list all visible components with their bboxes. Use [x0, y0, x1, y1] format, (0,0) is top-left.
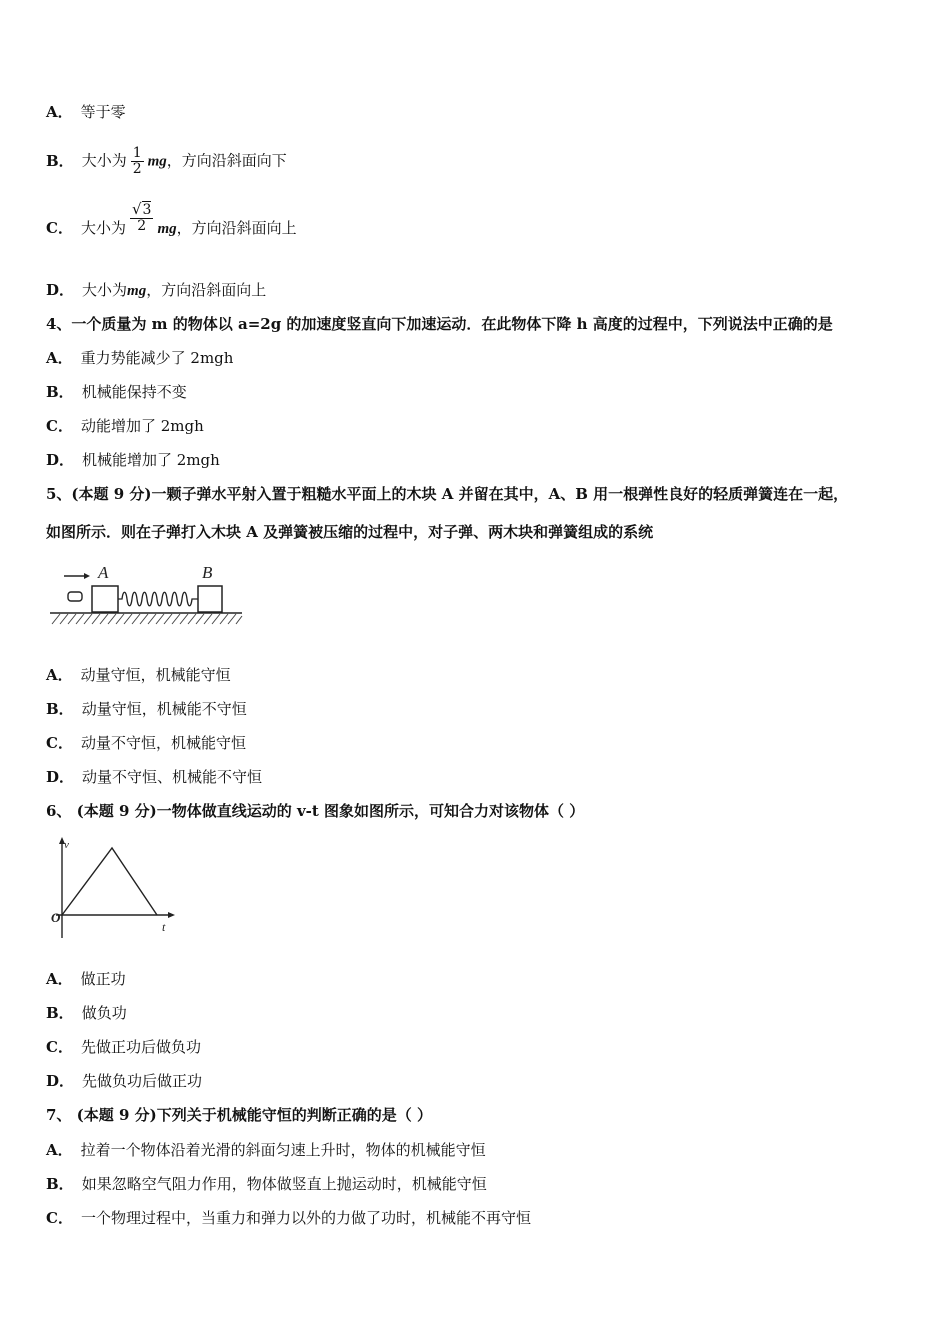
q3-option-b	[46, 146, 287, 177]
radicand: 3	[142, 202, 152, 218]
option-label: C．	[46, 1209, 73, 1227]
block-b-label: B	[202, 563, 213, 582]
option-text-pre: 大小为	[80, 219, 126, 237]
option-text: 动量守恒，机械能不守恒	[81, 700, 247, 718]
q5-option-a	[46, 665, 231, 685]
bullet-icon	[68, 592, 82, 601]
option-label: C．	[46, 417, 73, 435]
option-label: D．	[46, 451, 75, 469]
block-b	[198, 586, 222, 612]
option-label: D．	[46, 1072, 75, 1090]
option-label: A．	[46, 103, 73, 121]
option-text: 动量不守恒、机械能不守恒	[82, 768, 263, 786]
block-a	[92, 586, 118, 612]
spring-icon	[118, 592, 198, 606]
q7-stem: 7、 (本题 9 分)下列关于机械能守恒的判断正确的是（ ）	[46, 1106, 432, 1124]
fraction	[130, 202, 153, 234]
option-text-post: ，方向沿斜面向上	[146, 281, 267, 299]
q5-option-d	[46, 767, 262, 787]
fraction	[131, 146, 144, 177]
option-text: 做负功	[81, 1004, 127, 1022]
option-text: 拉着一个物体沿着光滑的斜面匀速上升时，物体的机械能守恒	[80, 1141, 486, 1159]
q7-option-a	[46, 1140, 486, 1160]
q3-option-a	[46, 102, 126, 122]
vt-line	[62, 848, 157, 915]
option-text-post: ，方向沿斜面向下	[166, 151, 287, 170]
option-label: C．	[46, 1038, 73, 1056]
t-axis-label: t	[162, 920, 166, 934]
q6-option-c	[46, 1037, 201, 1057]
option-text: 等于零	[80, 103, 126, 121]
option-text: 如果忽略空气阻力作用，物体做竖直上抛运动时，机械能守恒	[81, 1175, 487, 1193]
q6-stem: 6、 (本题 9 分)一物体做直线运动的 v-t 图象如图所示，可知合力对该物体（ ）	[46, 802, 585, 820]
option-text: 一个物理过程中，当重力和弹力以外的力做了功时，机械能不再守恒	[80, 1209, 531, 1227]
option-label: C．	[46, 219, 73, 237]
option-text: 动能增加了 2mgh	[80, 417, 204, 435]
option-label: B．	[46, 700, 74, 718]
fraction-numerator: 1	[132, 145, 142, 161]
math-var: mg	[147, 153, 167, 170]
v-axis-label: v	[64, 839, 69, 851]
q4-option-d	[46, 450, 220, 470]
math-var: mg	[157, 221, 177, 237]
q4-option-c	[46, 416, 204, 436]
q5-stem-line2: 如图所示．则在子弹打入木块 A 及弹簧被压缩的过程中，对子弹、两木块和弹簧组成的系统	[46, 523, 654, 541]
q4-option-b	[46, 382, 187, 402]
q6-option-b	[46, 1003, 127, 1023]
option-label: D．	[46, 768, 75, 786]
option-label: A．	[46, 1141, 73, 1159]
vt-graph-figure	[46, 834, 186, 944]
option-label: B．	[46, 1175, 74, 1193]
option-label: A．	[46, 666, 73, 684]
bullet-arrow-head-icon	[84, 573, 90, 579]
fraction-numerator	[130, 202, 153, 219]
q5-stem-line1: 5、(本题 9 分)一颗子弹水平射入置于粗糙水平面上的木块 A 并留在其中，A、B 用一根弹性良好的轻质弹簧连在一起，	[46, 485, 849, 503]
block-a-label: A	[98, 563, 109, 582]
option-text: 动量不守恒，机械能守恒	[80, 734, 246, 752]
option-label: A．	[46, 970, 73, 988]
q4-stem: 4、一个质量为 m 的物体以 a=2g 的加速度竖直向下加速运动．在此物体下降 h 高度的过程中，下列说法中正确的是	[46, 315, 833, 333]
origin-label: O	[51, 910, 61, 925]
q7-option-b	[46, 1174, 487, 1194]
q6-option-a	[46, 969, 126, 989]
option-label: A．	[46, 349, 73, 367]
option-text-pre: 大小为	[81, 151, 127, 170]
option-text-pre: 大小为	[82, 281, 128, 299]
t-axis-arrow-icon	[168, 912, 175, 918]
option-label: B．	[46, 151, 74, 170]
q7-option-c	[46, 1208, 531, 1228]
option-text: 先做负功后做正功	[82, 1072, 203, 1090]
spring-blocks-figure	[46, 556, 246, 636]
q5-option-c	[46, 733, 246, 753]
q4-option-a	[46, 348, 233, 368]
option-label: D．	[46, 281, 75, 299]
option-text: 重力势能减少了 2mgh	[80, 349, 234, 367]
option-label: C．	[46, 734, 73, 752]
sqrt-icon: √	[131, 200, 142, 218]
option-label: B．	[46, 1004, 74, 1022]
q3-option-d	[46, 280, 266, 301]
option-text: 先做正功后做负功	[80, 1038, 201, 1056]
option-text: 机械能增加了 2mgh	[82, 451, 220, 469]
fraction-denominator: 2	[137, 218, 147, 234]
option-text: 机械能保持不变	[81, 383, 187, 401]
q3-option-c	[46, 200, 297, 239]
option-label: B．	[46, 383, 74, 401]
option-text: 动量守恒，机械能守恒	[80, 666, 231, 684]
ground-hatch	[52, 614, 242, 624]
option-text-post: ，方向沿斜面向上	[176, 219, 297, 237]
math-var: mg	[127, 283, 147, 299]
option-text: 做正功	[80, 970, 126, 988]
q6-option-d	[46, 1071, 202, 1091]
q5-option-b	[46, 699, 247, 719]
fraction-denominator: 2	[132, 161, 142, 177]
